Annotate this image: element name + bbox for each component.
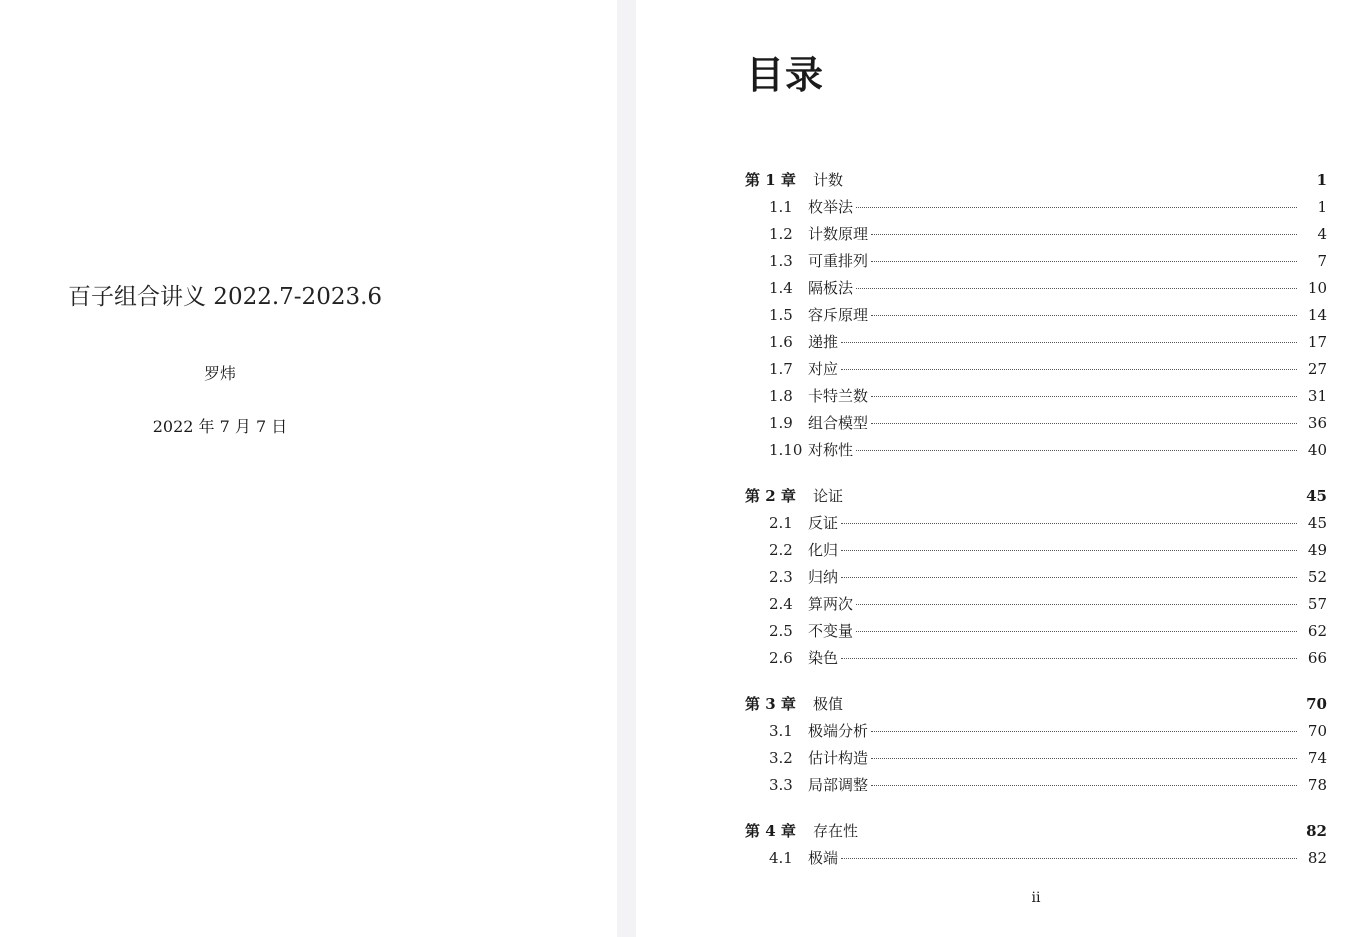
section-page-number: 66 [1307,649,1327,667]
dot-leader [871,785,1297,786]
section-number: 1.6 [769,333,793,351]
section-title: 算两次 [808,595,854,613]
section-page-number: 27 [1307,360,1327,378]
section-number: 2.2 [769,541,793,559]
toc-chapter [745,817,1327,872]
chapter-title: 论证 [813,487,844,505]
dot-leader [856,450,1297,451]
section-number: 2.3 [769,568,793,586]
section-number: 1.7 [769,360,793,378]
section-title: 化归 [808,541,839,559]
toc-section-entry[interactable] [745,356,1327,383]
section-page-number: 4 [1317,225,1327,243]
document-author: 罗炜 [203,364,236,383]
section-page-number: 62 [1307,622,1327,640]
dot-leader [841,342,1297,343]
toc-section-entry[interactable] [745,718,1327,745]
section-title: 递推 [808,333,839,351]
dot-leader [841,858,1297,859]
toc-section-entry[interactable] [745,772,1327,799]
section-title: 计数原理 [808,225,869,243]
toc-section-entry[interactable] [745,329,1327,356]
toc-section-entry[interactable] [745,221,1327,248]
section-title: 对应 [808,360,839,378]
dot-leader [856,604,1297,605]
section-number: 1.5 [769,306,793,324]
chapter-title: 计数 [813,171,844,189]
toc-section-entry[interactable] [745,194,1327,221]
section-number: 2.5 [769,622,793,640]
section-title: 极端 [808,849,839,867]
toc-section-entry[interactable] [745,645,1327,672]
document-date: 2022 年 7 月 7 日 [152,417,288,436]
chapter-label: 第 4 章 [745,822,796,840]
section-title: 染色 [808,649,839,667]
dot-leader [841,577,1297,578]
section-number: 1.3 [769,252,793,270]
toc-section-entry[interactable] [745,437,1327,464]
chapter-page-number: 1 [1316,171,1327,189]
dot-leader [871,234,1297,235]
section-page-number: 78 [1307,776,1327,794]
section-title: 归纳 [808,568,839,586]
section-number: 1.10 [769,441,803,459]
toc-section-entry[interactable] [745,510,1327,537]
section-number: 3.1 [769,722,793,740]
toc-page [636,0,1371,937]
section-number: 4.1 [769,849,793,867]
toc-section-entry[interactable] [745,383,1327,410]
chapter-label: 第 3 章 [745,695,796,713]
dot-leader [841,523,1297,524]
toc-section-entry[interactable] [745,275,1327,302]
section-number: 2.1 [769,514,793,532]
section-page-number: 52 [1307,568,1327,586]
toc-chapter-entry[interactable] [745,166,1327,194]
chapter-title: 存在性 [813,822,859,840]
page-number: ii [1031,890,1041,906]
dot-leader [841,369,1297,370]
toc-heading: 目录 [746,53,825,97]
table-of-contents [745,166,1327,890]
toc-chapter-entry[interactable] [745,690,1327,718]
chapter-page-number: 70 [1306,695,1327,713]
toc-chapter [745,482,1327,672]
toc-chapter-entry[interactable] [745,817,1327,845]
section-page-number: 31 [1307,387,1327,405]
dot-leader [871,261,1297,262]
section-page-number: 74 [1307,749,1327,767]
section-page-number: 10 [1307,279,1327,297]
dot-leader [856,631,1297,632]
chapter-page-number: 45 [1306,487,1327,505]
section-page-number: 1 [1317,198,1327,216]
section-number: 2.4 [769,595,793,613]
section-page-number: 70 [1307,722,1327,740]
toc-section-entry[interactable] [745,591,1327,618]
section-number: 1.2 [769,225,793,243]
title-page [0,0,617,937]
section-number: 2.6 [769,649,793,667]
dot-leader [856,288,1297,289]
toc-chapter-entry[interactable] [745,482,1327,510]
section-title: 反证 [808,514,839,532]
chapter-title: 极值 [813,695,844,713]
toc-section-entry[interactable] [745,845,1327,872]
section-title: 可重排列 [808,252,869,270]
section-page-number: 36 [1307,414,1327,432]
section-number: 1.9 [769,414,793,432]
dot-leader [856,207,1297,208]
section-page-number: 57 [1307,595,1327,613]
section-page-number: 45 [1307,514,1327,532]
section-title: 隔板法 [808,279,854,297]
toc-section-entry[interactable] [745,410,1327,437]
section-title: 组合模型 [808,414,869,432]
section-title: 局部调整 [808,776,869,794]
section-title: 对称性 [808,441,854,459]
chapter-page-number: 82 [1306,822,1327,840]
section-number: 1.1 [769,198,793,216]
section-title: 卡特兰数 [808,387,869,405]
section-number: 3.3 [769,776,793,794]
section-page-number: 17 [1307,333,1327,351]
toc-chapter [745,690,1327,799]
section-title: 枚举法 [808,198,854,216]
dot-leader [841,550,1297,551]
section-page-number: 7 [1317,252,1327,270]
dot-leader [871,731,1297,732]
section-number: 1.8 [769,387,793,405]
dot-leader [871,396,1297,397]
document-title: 百子组合讲义 2022.7-2023.6 [68,284,383,310]
section-page-number: 49 [1307,541,1327,559]
toc-section-entry[interactable] [745,745,1327,772]
toc-section-entry[interactable] [745,302,1327,329]
section-title: 极端分析 [808,722,869,740]
section-number: 3.2 [769,749,793,767]
toc-section-entry[interactable] [745,564,1327,591]
section-title: 估计构造 [808,749,869,767]
chapter-label: 第 1 章 [745,171,796,189]
section-number: 1.4 [769,279,793,297]
section-title: 容斥原理 [808,306,869,324]
toc-chapter [745,166,1327,464]
section-title: 不变量 [808,622,854,640]
section-page-number: 82 [1307,849,1327,867]
toc-section-entry[interactable] [745,618,1327,645]
dot-leader [871,758,1297,759]
section-page-number: 14 [1307,306,1327,324]
dot-leader [871,315,1297,316]
dot-leader [871,423,1297,424]
chapter-label: 第 2 章 [745,487,796,505]
toc-section-entry[interactable] [745,537,1327,564]
toc-section-entry[interactable] [745,248,1327,275]
dot-leader [841,658,1297,659]
section-page-number: 40 [1307,441,1327,459]
